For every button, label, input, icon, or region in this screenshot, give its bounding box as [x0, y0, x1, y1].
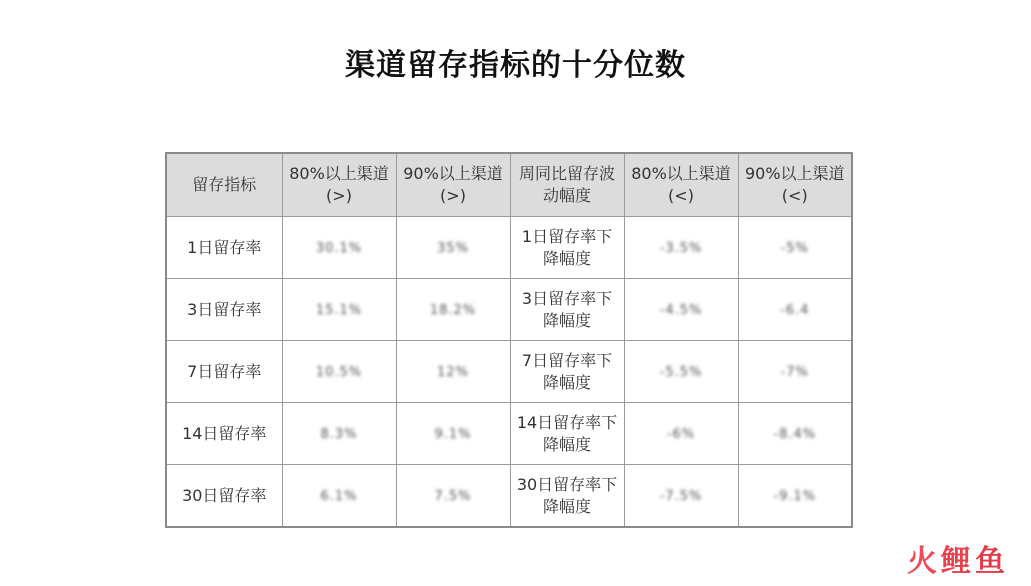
row-fluctuation-label: 3日留存率下 降幅度 — [510, 279, 624, 341]
table-header-row — [166, 153, 852, 217]
blurred-value: -4.5% — [659, 302, 703, 318]
header-80-above: 80%以上渠道 (>) — [282, 153, 396, 217]
logo-char: 火 — [907, 544, 941, 579]
blurred-value: 9.1% — [434, 426, 472, 442]
row-fluctuation-label: 14日留存率下 降幅度 — [510, 403, 624, 465]
retention-decile-table — [165, 152, 853, 528]
blurred-value: 30.1% — [315, 240, 363, 256]
table-row — [166, 465, 852, 528]
header-weekly-fluctuation: 周同比留存波 动幅度 — [510, 153, 624, 217]
table-row — [166, 403, 852, 465]
blurred-value: -6.4 — [780, 302, 810, 318]
row-label: 14日留存率 — [166, 403, 282, 465]
blurred-value: 18.2% — [429, 302, 477, 318]
blurred-value: -7.5% — [659, 488, 703, 504]
page-title: 渠道留存指标的十分位数 — [345, 48, 686, 83]
row-label: 1日留存率 — [166, 217, 282, 279]
brand-logo — [907, 536, 1009, 580]
blurred-value: -9.1% — [773, 488, 817, 504]
table-row — [166, 341, 852, 403]
row-fluctuation-label: 30日留存率下 降幅度 — [510, 465, 624, 528]
blurred-value: -3.5% — [659, 240, 703, 256]
row-fluctuation-label: 1日留存率下 降幅度 — [510, 217, 624, 279]
row-fluctuation-label: 7日留存率下 降幅度 — [510, 341, 624, 403]
logo-char: 鱼 — [975, 544, 1009, 579]
row-label: 7日留存率 — [166, 341, 282, 403]
blurred-value: 15.1% — [315, 302, 363, 318]
blurred-value: -6% — [666, 426, 696, 442]
row-label: 30日留存率 — [166, 465, 282, 528]
blurred-value: 12% — [437, 364, 469, 380]
blurred-value: 6.1% — [320, 488, 358, 504]
table-row — [166, 279, 852, 341]
row-label: 3日留存率 — [166, 279, 282, 341]
logo-char: 鲤 — [941, 544, 975, 579]
blurred-value: -7% — [780, 364, 809, 380]
blurred-value: 8.3% — [320, 426, 358, 442]
blurred-value: -8.4% — [773, 426, 817, 442]
blurred-value: 7.5% — [434, 488, 472, 504]
blurred-value: -5% — [780, 240, 809, 256]
blurred-value: 10.5% — [315, 364, 363, 380]
table-row — [166, 217, 852, 279]
blurred-value: -5.5% — [659, 364, 703, 380]
header-90-above: 90%以上渠道 (>) — [396, 153, 510, 217]
header-80-below: 80%以上渠道 (<) — [624, 153, 738, 217]
header-90-below: 90%以上渠道 (<) — [738, 153, 852, 217]
header-metric: 留存指标 — [166, 153, 282, 217]
blurred-value: 35% — [437, 240, 469, 256]
